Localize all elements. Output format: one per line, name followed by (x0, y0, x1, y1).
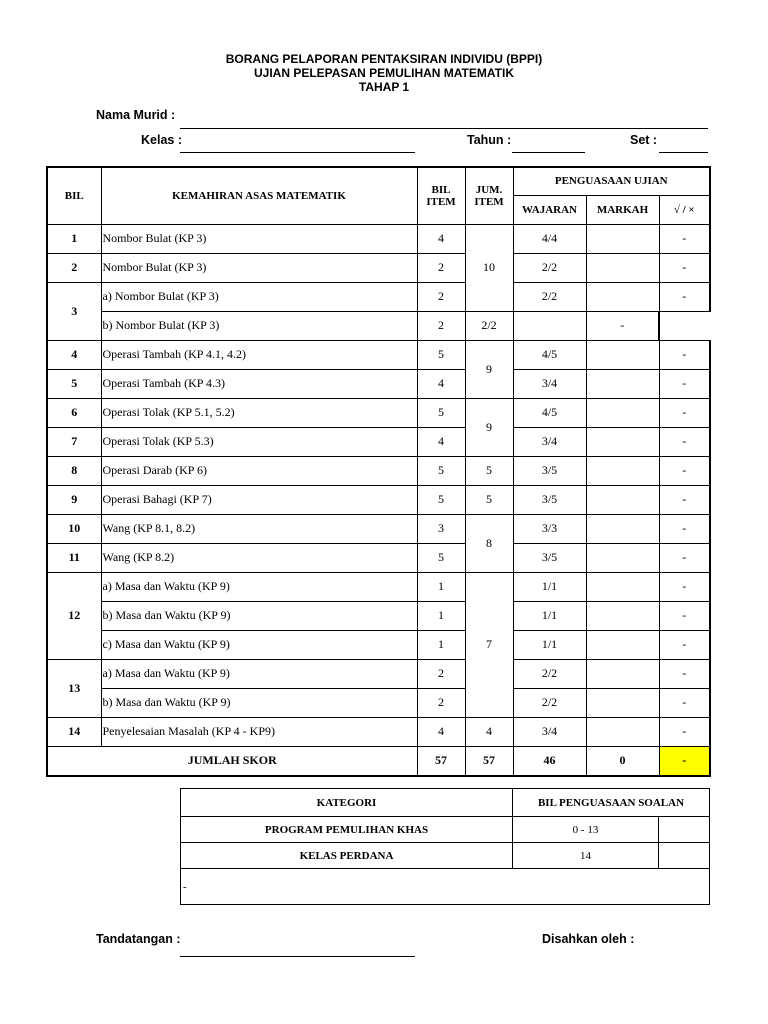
assessment-table (46, 166, 711, 777)
total-jum-item: 57 (465, 746, 513, 776)
row-skill: b) Masa dan Waktu (KP 9) (101, 688, 417, 717)
row-wajaran: 1/1 (513, 630, 586, 659)
row-wajaran: 3/5 (513, 543, 586, 572)
table-row (47, 253, 710, 282)
row-bil: 11 (47, 543, 101, 572)
row-status: - (659, 688, 710, 717)
row-status: - (659, 659, 710, 688)
row-wajaran: 2/2 (513, 282, 586, 311)
row-status: - (659, 514, 710, 543)
cat-row-range: 0 - 13 (513, 817, 659, 843)
row-status: - (659, 427, 710, 456)
row-markah[interactable] (586, 543, 659, 572)
row-markah[interactable] (586, 601, 659, 630)
row-markah[interactable] (586, 659, 659, 688)
total-bil-item: 57 (417, 746, 465, 776)
row-bil: 10 (47, 514, 101, 543)
row-status: - (659, 224, 710, 253)
row-markah[interactable] (586, 688, 659, 717)
table-row (47, 398, 710, 427)
row-wajaran: 3/3 (513, 514, 586, 543)
row-jum-item: 4 (465, 717, 513, 746)
cat-row-kategori: PROGRAM PEMULIHAN KHAS (181, 817, 513, 843)
header-bil-item: BIL ITEM (417, 167, 465, 224)
row-bil-item: 4 (417, 717, 465, 746)
row-wajaran: 3/4 (513, 369, 586, 398)
total-wajaran: 46 (513, 746, 586, 776)
disahkan-label: Disahkan oleh : (542, 932, 635, 946)
table-row (47, 427, 710, 456)
row-status: - (659, 572, 710, 601)
row-bil-item: 4 (417, 427, 465, 456)
row-skill: Penyelesaian Masalah (KP 4 - KP9) (101, 717, 417, 746)
row-status: - (659, 601, 710, 630)
cat-result: - (181, 869, 710, 905)
tahun-label: Tahun : (467, 133, 512, 147)
row-bil: 9 (47, 485, 101, 514)
row-skill: Operasi Tambah (KP 4.1, 4.2) (101, 340, 417, 369)
table-row (47, 688, 710, 717)
row-wajaran: 4/5 (513, 340, 586, 369)
row-markah[interactable] (586, 253, 659, 282)
row-skill: Operasi Tambah (KP 4.3) (101, 369, 417, 398)
cat-row-kategori: KELAS PERDANA (181, 843, 513, 869)
tandatangan-label: Tandatangan : (96, 932, 181, 946)
row-wajaran: 1/1 (513, 601, 586, 630)
nama-murid-field[interactable] (180, 128, 708, 129)
total-markah: 0 (586, 746, 659, 776)
row-wajaran: 1/1 (513, 572, 586, 601)
table-row (47, 485, 710, 514)
total-status: - (659, 746, 710, 776)
row-skill: Operasi Tolak (KP 5.1, 5.2) (101, 398, 417, 427)
nama-murid-label: Nama Murid : (96, 108, 176, 122)
row-wajaran: 2/2 (513, 688, 586, 717)
cat-row-mark[interactable] (659, 817, 710, 843)
form-subtitle: UJIAN PELEPASAN PEMULIHAN MATEMATIK (253, 66, 514, 80)
table-row (47, 311, 710, 340)
row-markah[interactable] (586, 514, 659, 543)
kelas-field[interactable] (180, 152, 415, 153)
row-bil: 2 (47, 253, 101, 282)
row-wajaran: 4/4 (513, 224, 586, 253)
row-bil-item: 5 (417, 398, 465, 427)
row-wajaran: 2/2 (465, 311, 513, 340)
table-row (47, 572, 710, 601)
row-markah[interactable] (586, 282, 659, 311)
row-bil-item: 2 (417, 688, 465, 717)
row-status: - (659, 398, 710, 427)
row-wajaran: 4/5 (513, 398, 586, 427)
row-bil-item: 5 (417, 340, 465, 369)
row-bil-item: 5 (417, 485, 465, 514)
table-row (47, 282, 710, 311)
row-jum-item: 5 (465, 485, 513, 514)
row-bil: 14 (47, 717, 101, 746)
row-markah[interactable] (586, 485, 659, 514)
table-row (47, 717, 710, 746)
header-jum-item: JUM. ITEM (465, 167, 513, 224)
row-jum-item: 10 (465, 224, 513, 311)
category-table (180, 788, 710, 905)
row-bil: 12 (47, 572, 101, 659)
row-bil-item: 1 (417, 572, 465, 601)
row-bil: 5 (47, 369, 101, 398)
row-bil-item: 4 (417, 369, 465, 398)
cat-header-bil: BIL PENGUASAAN SOALAN (513, 789, 710, 817)
cat-row-range: 14 (513, 843, 659, 869)
row-skill: b) Nombor Bulat (KP 3) (101, 311, 417, 340)
row-skill: Operasi Darab (KP 6) (101, 456, 417, 485)
table-row (47, 340, 710, 369)
row-bil-item: 5 (417, 456, 465, 485)
header-markah: MARKAH (586, 195, 659, 224)
row-markah[interactable] (586, 340, 659, 369)
cat-header-kategori: KATEGORI (181, 789, 513, 817)
header-kemahiran: KEMAHIRAN ASAS MATEMATIK (101, 167, 417, 224)
row-markah[interactable] (586, 427, 659, 456)
row-bil: 13 (47, 659, 101, 717)
row-wajaran: 3/5 (513, 485, 586, 514)
row-bil: 3 (47, 282, 101, 340)
table-row (47, 601, 710, 630)
row-bil-item: 4 (417, 224, 465, 253)
row-wajaran: 2/2 (513, 253, 586, 282)
row-skill: Wang (KP 8.2) (101, 543, 417, 572)
table-row (47, 456, 710, 485)
row-markah[interactable] (586, 456, 659, 485)
row-bil-item: 1 (417, 601, 465, 630)
row-status: - (659, 717, 710, 746)
row-markah[interactable] (586, 369, 659, 398)
row-skill: Operasi Bahagi (KP 7) (101, 485, 417, 514)
header-bil: BIL (47, 167, 101, 224)
row-jum-item: 9 (465, 340, 513, 398)
header-wajaran: WAJARAN (513, 195, 586, 224)
row-bil: 8 (47, 456, 101, 485)
header-tick: √ / × (659, 195, 710, 224)
row-skill: b) Masa dan Waktu (KP 9) (101, 601, 417, 630)
row-markah[interactable] (586, 630, 659, 659)
form-title: BORANG PELAPORAN PENTAKSIRAN INDIVIDU (BPPI) (225, 52, 543, 66)
row-jum-item: 7 (465, 572, 513, 717)
row-status: - (659, 369, 710, 398)
row-jum-item: 5 (465, 456, 513, 485)
row-wajaran: 3/4 (513, 717, 586, 746)
row-bil-item: 2 (417, 282, 465, 311)
row-bil-item: 5 (417, 543, 465, 572)
row-bil: 1 (47, 224, 101, 253)
form-level: TAHAP 1 (358, 80, 410, 94)
row-skill: a) Masa dan Waktu (KP 9) (101, 659, 417, 688)
table-row (47, 514, 710, 543)
row-markah[interactable] (586, 224, 659, 253)
kelas-label: Kelas : (141, 133, 182, 147)
tandatangan-field[interactable] (180, 956, 415, 957)
row-bil: 7 (47, 427, 101, 456)
row-status: - (659, 543, 710, 572)
row-bil-item: 3 (417, 514, 465, 543)
row-status: - (659, 630, 710, 659)
table-row (47, 224, 710, 253)
set-label: Set : (630, 133, 658, 147)
header-penguasaan: PENGUASAAN UJIAN (513, 167, 710, 195)
row-status: - (659, 282, 710, 311)
row-bil-item: 2 (417, 253, 465, 282)
set-field[interactable] (659, 152, 708, 153)
total-label: JUMLAH SKOR (47, 746, 417, 776)
row-wajaran: 3/5 (513, 456, 586, 485)
row-wajaran: 2/2 (513, 659, 586, 688)
row-skill: Operasi Tolak (KP 5.3) (101, 427, 417, 456)
row-jum-item: 8 (465, 514, 513, 572)
row-skill: Nombor Bulat (KP 3) (101, 253, 417, 282)
row-skill: a) Masa dan Waktu (KP 9) (101, 572, 417, 601)
row-bil-item: 2 (417, 311, 465, 340)
row-status: - (586, 311, 659, 340)
table-row (47, 543, 710, 572)
row-status: - (659, 456, 710, 485)
tahun-field[interactable] (512, 152, 585, 153)
row-bil-item: 1 (417, 630, 465, 659)
table-row (47, 369, 710, 398)
row-skill: Wang (KP 8.1, 8.2) (101, 514, 417, 543)
row-markah[interactable] (586, 572, 659, 601)
cat-row-mark[interactable] (659, 843, 710, 869)
row-status: - (659, 485, 710, 514)
row-bil-item: 2 (417, 659, 465, 688)
row-skill: a) Nombor Bulat (KP 3) (101, 282, 417, 311)
row-markah[interactable] (586, 398, 659, 427)
row-skill: c) Masa dan Waktu (KP 9) (101, 630, 417, 659)
row-status: - (659, 253, 710, 282)
row-bil: 4 (47, 340, 101, 369)
table-row (47, 659, 710, 688)
row-jum-item: 9 (465, 398, 513, 456)
row-markah[interactable] (586, 717, 659, 746)
table-row (47, 630, 710, 659)
row-bil: 6 (47, 398, 101, 427)
row-skill: Nombor Bulat (KP 3) (101, 224, 417, 253)
row-markah[interactable] (513, 311, 586, 340)
row-wajaran: 3/4 (513, 427, 586, 456)
row-status: - (659, 340, 710, 369)
